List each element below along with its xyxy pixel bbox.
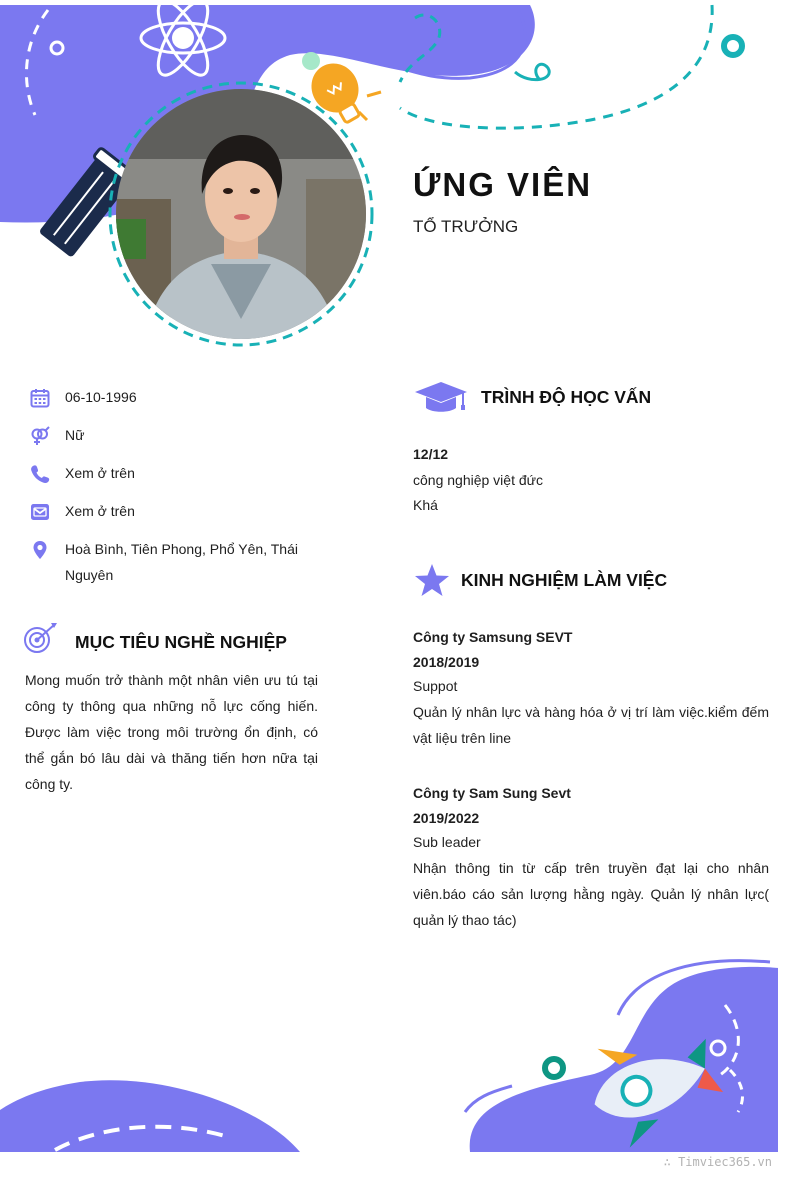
graduation-cap-icon [414,380,468,414]
phone-value: Xem ở trên [65,465,135,481]
education-title: TRÌNH ĐỘ HỌC VẤN [481,387,652,407]
email-value: Xem ở trên [65,503,135,519]
job-entry [413,625,769,751]
star-icon [414,563,450,597]
candidate-position: TỔ TRƯỞNG [413,217,519,236]
calendar-icon [30,388,50,408]
bottom-left-blob [0,1080,300,1152]
job-role: Sub leader [413,834,481,850]
phone-icon [30,464,50,484]
education-entry [413,442,773,519]
address-value: Hoà Bình, Tiên Phong, Phổ Yên, Thái Nguyên [65,541,298,583]
email-icon [30,502,50,522]
job-description: Nhận thông tin từ cấp trên truyền đạt lại cho nhân viên.báo cáo sản lượng hằng ngày. Quản lý nhân lực( quản lý thao tác) [413,859,769,928]
gender-icon [30,426,50,446]
gender-value: Nữ [65,427,85,443]
job-entry [413,781,769,933]
objective-text: Mong muốn trở thành một nhân viên ưu tú tại công ty thông qua những nỗ lực cống hiến. Được làm việc trong môi trường ổn định, có thể gắn bó lâu dài và thăng tiến hơn nữa tại công ty. [25,672,318,792]
job-company: Công ty Samsung SEVT [413,629,573,645]
objective-title: MỤC TIÊU NGHỀ NGHIỆP [75,632,287,652]
job-company: Công ty Sam Sung Sevt [413,785,571,801]
location-pin-icon [30,540,50,560]
candidate-name: ỨNG VIÊN [413,166,593,203]
teal-ring-icon [724,37,742,55]
target-icon [24,622,60,656]
candidate-photo [116,89,366,339]
birthdate-value: 06-10-1996 [65,389,137,405]
job-description: Quản lý nhân lực và hàng hóa ở vị trí làm việc.kiểm đếm vật liệu trên line [413,703,769,746]
job-role: Suppot [413,678,458,694]
experience-title: KINH NGHIỆM LÀM VIỆC [461,570,668,590]
education-grade: 12/12 [413,446,449,462]
education-school: công nghiệp việt đức [413,471,544,488]
education-rank: Khá [413,497,438,513]
job-period: 2018/2019 [413,653,480,670]
watermark-text: Timviec365.vn [678,1155,772,1169]
footer-watermark: ∴ Timviec365.vn [663,1155,772,1169]
job-period: 2019/2022 [413,809,480,826]
